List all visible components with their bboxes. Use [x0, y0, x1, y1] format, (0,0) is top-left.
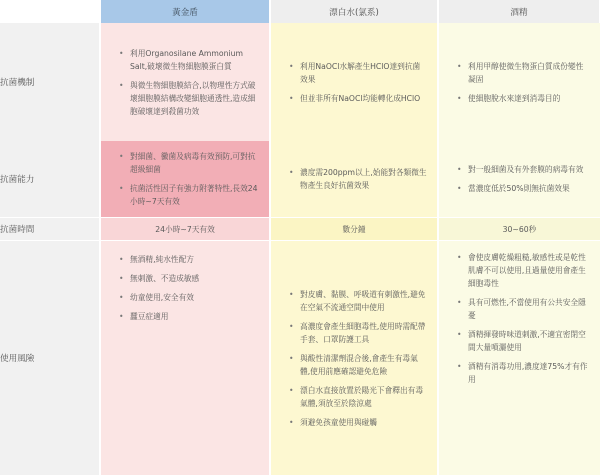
bullet-item: • 當濃度低於50%則無抗菌效果: [457, 182, 590, 195]
bullet-item: • 但並非所有NaOCl均能轉化成HClO: [289, 92, 427, 105]
bullet-item: • 使細胞脫水來達到消毒目的: [457, 92, 590, 105]
cell-alcohol-capability: [438, 141, 600, 218]
row-label-risk: 使用風險: [0, 241, 100, 475]
row-label-capability: 抗菌能力: [0, 141, 100, 218]
bullet-item: • 酒精有消毒功用,濃度達75%才有作用: [457, 360, 590, 386]
cell-bleach-mechanism: [270, 23, 438, 141]
cell-gold-capability: [100, 141, 270, 218]
bullet-item: • 與微生物細胞膜結合,以物理性方式破壞細胞膜結構改變細胞通透性,造成細胞破壞達到殺菌功效: [119, 79, 259, 118]
cell-alcohol-mechanism: [438, 23, 600, 141]
header-corner: [0, 0, 100, 23]
bullet-item: • 對一般細菌及有外套膜的病毒有效: [457, 163, 590, 176]
bullet-item: • 幼童使用,安全有效: [119, 291, 259, 304]
bullet-item: • 濃度需200ppm以上,始能對各類微生物產生良好抗菌效果: [289, 166, 427, 192]
bullet-item: • 須避免孩童使用與碰觸: [289, 416, 427, 429]
cell-alcohol-risk: [438, 241, 600, 475]
bullet-item: • 會使皮膚乾燥粗糙,敏感性或是乾性肌膚不可以使用,且過量使用會產生細胞毒性: [457, 251, 590, 290]
cell-gold-duration: 24小時~7天有效: [100, 218, 270, 241]
row-label-mechanism: 抗菌機制: [0, 23, 100, 141]
cell-bleach-capability: [270, 141, 438, 218]
bullet-item: • 對皮膚、黏膜、呼吸道有刺激性,避免在空氣不流通空間中使用: [289, 288, 427, 314]
row-capability: [0, 141, 600, 218]
bullet-item: • 利用Organosilane Ammonium Salt,破壞微生物細胞膜蛋白質: [119, 47, 259, 73]
row-mechanism: [0, 23, 600, 141]
bullet-item: • 高濃度會產生細胞毒性,使用時需配帶手套、口罩防護工具: [289, 320, 427, 346]
bullet-item: • 利用NaOCl水解產生HClO達到抗菌效果: [289, 60, 427, 86]
bullet-item: • 漂白水直接放置於陽光下會釋出有毒氣體,須放至於陰涼處: [289, 384, 427, 410]
bullet-item: • 蠶豆症適用: [119, 310, 259, 323]
row-duration: [0, 218, 600, 241]
cell-bleach-risk: [270, 241, 438, 475]
bullet-item: • 無酒精,純水性配方: [119, 253, 259, 266]
header-row: [0, 0, 600, 23]
row-risk: [0, 241, 600, 475]
bullet-item: • 利用甲醇使微生物蛋白質成份變性凝固: [457, 60, 590, 86]
bullet-item: • 酒精揮發時味道刺激,不適宜密閉空間大量噴灑使用: [457, 328, 590, 354]
cell-bleach-duration: 數分鐘: [270, 218, 438, 241]
header-alcohol: 酒精: [438, 0, 600, 23]
bullet-item: • 與酸性清潔劑混合後,會產生有毒氣體,使用前應確認避免危險: [289, 352, 427, 378]
cell-alcohol-duration: 30~60秒: [438, 218, 600, 241]
bullet-item: • 具有可燃性,不當使用有公共安全隱憂: [457, 296, 590, 322]
header-bleach: 漂白水(氯系): [270, 0, 438, 23]
cell-gold-risk: [100, 241, 270, 475]
bullet-item: • 對細菌、黴菌及病毒有效預防,可對抗超級細菌: [119, 150, 259, 176]
header-golden-shield: 黃金盾: [100, 0, 270, 23]
cell-gold-mechanism: [100, 23, 270, 141]
row-label-duration: 抗菌時間: [0, 218, 100, 241]
bullet-item: • 抗菌活性因子有強力附著特性,長效24小時~7天有效: [119, 182, 259, 208]
bullet-item: • 無刺激、不造成敏感: [119, 272, 259, 285]
